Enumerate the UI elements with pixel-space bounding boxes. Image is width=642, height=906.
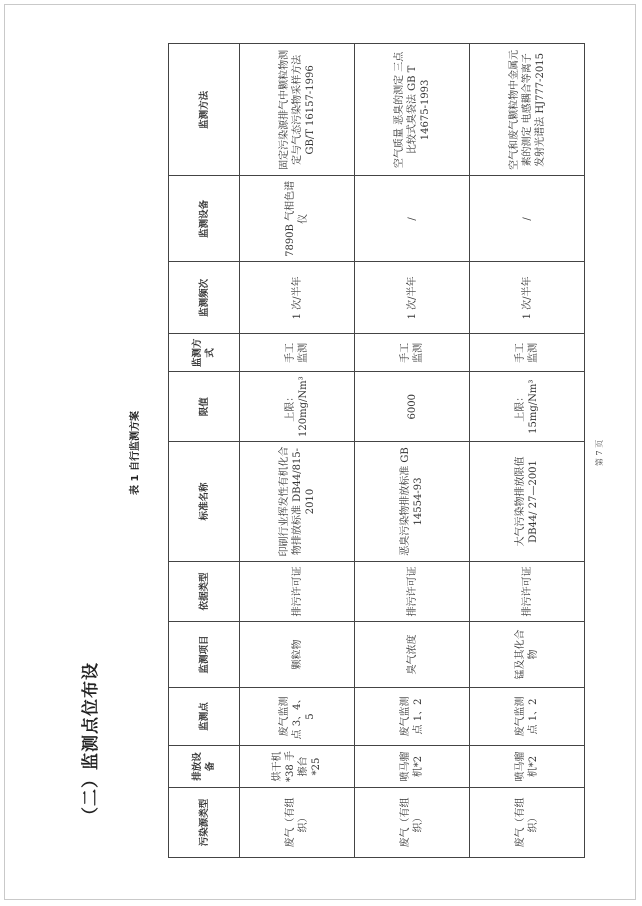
table-cell: 手工监测 [355, 334, 470, 372]
table-header-row [169, 44, 240, 858]
header-cell: 监测点 [169, 688, 240, 746]
table-cell: / [470, 176, 585, 262]
header-cell: 监测方法 [169, 44, 240, 176]
section-title: （二）监测点位布设 [81, 662, 101, 824]
table-cell: 排污许可证 [355, 562, 470, 622]
table-cell: 手工监测 [470, 334, 585, 372]
table-cell: / [355, 176, 470, 262]
table-cell: 恶臭污染物排放标准 GB 14554-93 [355, 442, 470, 562]
table-cell: 颗粒物 [240, 622, 355, 688]
header-cell: 限值 [169, 372, 240, 442]
table-cell: 空气和废气颗粒物中金属元素的测定 电感耦合等离子发射光谱法 HJ777-2015 [470, 44, 585, 176]
table-cell: 喷马骝机*2 [355, 746, 470, 788]
table-cell: 排污许可证 [240, 562, 355, 622]
page-number: 第 7 页 [595, 439, 604, 467]
header-cell: 监测频次 [169, 262, 240, 334]
table-cell: 手工监测 [240, 334, 355, 372]
table-cell: 臭气浓度 [355, 622, 470, 688]
table-cell: 1 次/半年 [470, 262, 585, 334]
table-cell: 烘干机*38 手擦台*25 [240, 746, 355, 788]
table-cell: 上限：15mg/Nm³ [470, 372, 585, 442]
table-cell: 6000 [355, 372, 470, 442]
header-cell: 监测设备 [169, 176, 240, 262]
table-cell: 排污许可证 [470, 562, 585, 622]
table-cell: 废气监测点 1、2 [355, 688, 470, 746]
table-cell: 废气监测点 1、2 [470, 688, 585, 746]
header-cell: 监测方式 [169, 334, 240, 372]
monitoring-table [168, 43, 585, 858]
header-cell: 排放设备 [169, 746, 240, 788]
table-cell: 废气（有组织） [355, 788, 470, 858]
table-cell: 7890B 气相色谱仪 [240, 176, 355, 262]
table-cell: 空气质量 恶臭的测定 三点比较式臭袋法 GB T 14675-1993 [355, 44, 470, 176]
table-cell: 1 次/半年 [355, 262, 470, 334]
table-cell: 废气监测点 3、4、5 [240, 688, 355, 746]
table-cell: 废气（有组织） [240, 788, 355, 858]
table-cell: 废气（有组织） [470, 788, 585, 858]
table-cell: 1 次/半年 [240, 262, 355, 334]
table-cell: 大气污染物排放限值 DB44/ 27—2001 [470, 442, 585, 562]
table-row [240, 44, 355, 858]
table-cell: 上限：120mg/Nm³ [240, 372, 355, 442]
table-cell: 锰及其化合物 [470, 622, 585, 688]
table-row [470, 44, 585, 858]
table-cell: 喷马骝机*2 [470, 746, 585, 788]
header-cell: 依据类型 [169, 562, 240, 622]
header-cell: 监测项目 [169, 622, 240, 688]
header-cell: 标准名称 [169, 442, 240, 562]
table-cell: 固定污染源排气中颗粒物测定与气态污染物采样方法 GB/T 16157-1996 [240, 44, 355, 176]
table-caption: 表 1 自行监测方案 [130, 411, 141, 495]
table-row [355, 44, 470, 858]
header-cell: 污染源类型 [169, 788, 240, 858]
table-cell: 印刷行业挥发性有机化合物排放标准 DB44/815-2010 [240, 442, 355, 562]
